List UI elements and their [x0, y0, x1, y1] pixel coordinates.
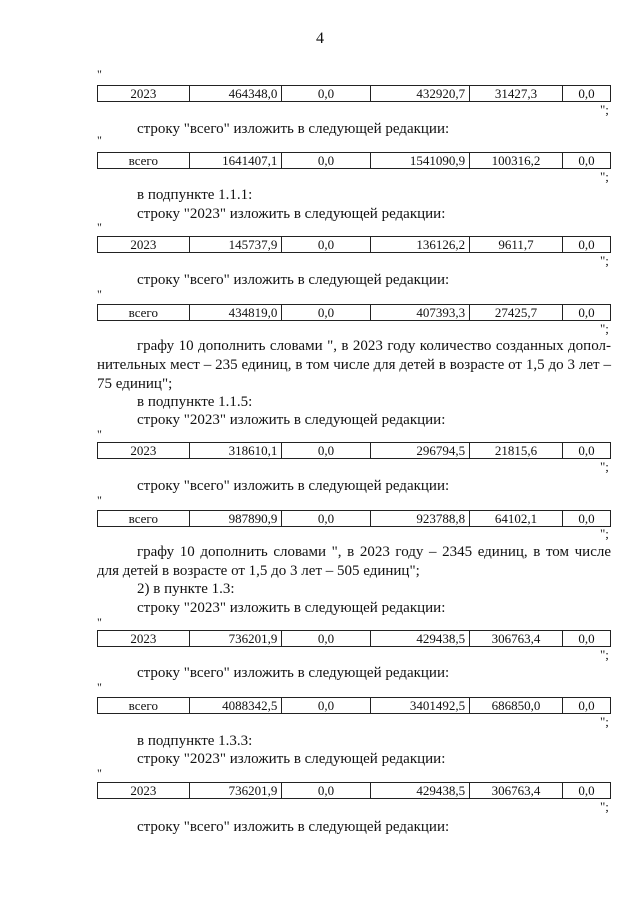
page-number: 4 — [316, 30, 324, 47]
close-mark: "; — [600, 799, 609, 814]
row-label: 2023 — [98, 783, 190, 799]
close-mark: "; — [600, 102, 609, 117]
cell-local: 9611,7 — [470, 237, 563, 253]
close-mark: "; — [600, 321, 609, 336]
subpoint-line: в подпункте 1.1.1: — [137, 187, 253, 203]
close-mark: "; — [600, 169, 609, 184]
row-label: всего — [98, 153, 190, 169]
cell-local: 64102,1 — [470, 511, 563, 527]
open-quote: " — [97, 220, 102, 234]
paragraph-line: графу 10 дополнить словами ", в 2023 году – 2345 единиц, в том числе — [137, 544, 611, 560]
cell-other: 0,0 — [562, 511, 610, 527]
table-row — [97, 510, 611, 527]
cell-total: 736201,9 — [189, 783, 282, 799]
instruction-line: строку "2023" изложить в следующей редакции: — [137, 600, 446, 616]
subpoint-line: в подпункте 1.3.3: — [137, 733, 253, 749]
row-label: всего — [98, 305, 190, 321]
table-row — [97, 304, 611, 321]
cell-local: 686850,0 — [470, 698, 563, 714]
item-line: 2) в пункте 1.3: — [137, 581, 235, 597]
cell-federal: 0,0 — [282, 153, 370, 169]
cell-regional: 3401492,5 — [370, 698, 469, 714]
close-mark: "; — [600, 459, 609, 474]
cell-other: 0,0 — [562, 86, 610, 102]
instruction-line: строку "всего" изложить в следующей редакции: — [137, 272, 450, 288]
cell-total: 4088342,5 — [189, 698, 282, 714]
table-row — [97, 630, 611, 647]
cell-federal: 0,0 — [282, 783, 370, 799]
open-quote: " — [97, 766, 102, 780]
row-label: всего — [98, 698, 190, 714]
close-mark: "; — [600, 714, 609, 729]
open-quote: " — [97, 67, 102, 81]
row-label: 2023 — [98, 443, 190, 459]
row-label: 2023 — [98, 86, 190, 102]
table-row — [97, 236, 611, 253]
cell-regional: 136126,2 — [370, 237, 469, 253]
cell-federal: 0,0 — [282, 443, 370, 459]
open-quote: " — [97, 680, 102, 694]
cell-other: 0,0 — [562, 443, 610, 459]
table-row — [97, 85, 611, 102]
cell-regional: 429438,5 — [370, 631, 469, 647]
instruction-line: строку "2023" изложить в следующей редакции: — [137, 751, 446, 767]
cell-local: 27425,7 — [470, 305, 563, 321]
cell-local: 21815,6 — [470, 443, 563, 459]
open-quote: " — [97, 427, 102, 441]
row-label: 2023 — [98, 631, 190, 647]
paragraph-line: для детей в возрасте от 1,5 до 3 лет – 505 единиц"; — [97, 563, 420, 579]
cell-local: 306763,4 — [470, 631, 563, 647]
cell-regional: 407393,3 — [370, 305, 469, 321]
cell-federal: 0,0 — [282, 511, 370, 527]
cell-other: 0,0 — [562, 783, 610, 799]
cell-total: 1641407,1 — [189, 153, 282, 169]
open-quote: " — [97, 615, 102, 629]
paragraph-line: графу 10 дополнить словами ", в 2023 году количество созданных допол- — [137, 338, 611, 354]
row-label: 2023 — [98, 237, 190, 253]
close-mark: "; — [600, 647, 609, 662]
close-mark: "; — [600, 253, 609, 268]
cell-total: 434819,0 — [189, 305, 282, 321]
cell-regional: 1541090,9 — [370, 153, 469, 169]
instruction-line: строку "всего" изложить в следующей редакции: — [137, 819, 450, 835]
cell-local: 306763,4 — [470, 783, 563, 799]
cell-regional: 923788,8 — [370, 511, 469, 527]
table-row — [97, 782, 611, 799]
open-quote: " — [97, 493, 102, 507]
instruction-line: строку "2023" изложить в следующей редакции: — [137, 206, 446, 222]
instruction-line: строку "2023" изложить в следующей редакции: — [137, 412, 446, 428]
cell-other: 0,0 — [562, 631, 610, 647]
table-row — [97, 152, 611, 169]
cell-total: 987890,9 — [189, 511, 282, 527]
cell-other: 0,0 — [562, 153, 610, 169]
cell-local: 31427,3 — [470, 86, 563, 102]
cell-federal: 0,0 — [282, 237, 370, 253]
instruction-line: строку "всего" изложить в следующей редакции: — [137, 121, 450, 137]
cell-federal: 0,0 — [282, 698, 370, 714]
instruction-line: строку "всего" изложить в следующей редакции: — [137, 478, 450, 494]
paragraph-line: нительных мест – 235 единиц, в том числе для детей в возрасте от 1,5 до 3 лет – — [97, 357, 611, 373]
cell-regional: 429438,5 — [370, 783, 469, 799]
cell-other: 0,0 — [562, 698, 610, 714]
open-quote: " — [97, 133, 102, 147]
cell-federal: 0,0 — [282, 305, 370, 321]
cell-federal: 0,0 — [282, 86, 370, 102]
cell-regional: 432920,7 — [370, 86, 469, 102]
cell-regional: 296794,5 — [370, 443, 469, 459]
subpoint-line: в подпункте 1.1.5: — [137, 394, 253, 410]
row-label: всего — [98, 511, 190, 527]
table-row — [97, 697, 611, 714]
close-mark: "; — [600, 526, 609, 541]
open-quote: " — [97, 287, 102, 301]
instruction-line: строку "всего" изложить в следующей редакции: — [137, 665, 450, 681]
cell-local: 100316,2 — [470, 153, 563, 169]
cell-other: 0,0 — [562, 305, 610, 321]
paragraph-line: 75 единиц"; — [97, 376, 173, 392]
cell-total: 145737,9 — [189, 237, 282, 253]
cell-total: 464348,0 — [189, 86, 282, 102]
cell-total: 318610,1 — [189, 443, 282, 459]
cell-other: 0,0 — [562, 237, 610, 253]
cell-total: 736201,9 — [189, 631, 282, 647]
table-row — [97, 442, 611, 459]
cell-federal: 0,0 — [282, 631, 370, 647]
